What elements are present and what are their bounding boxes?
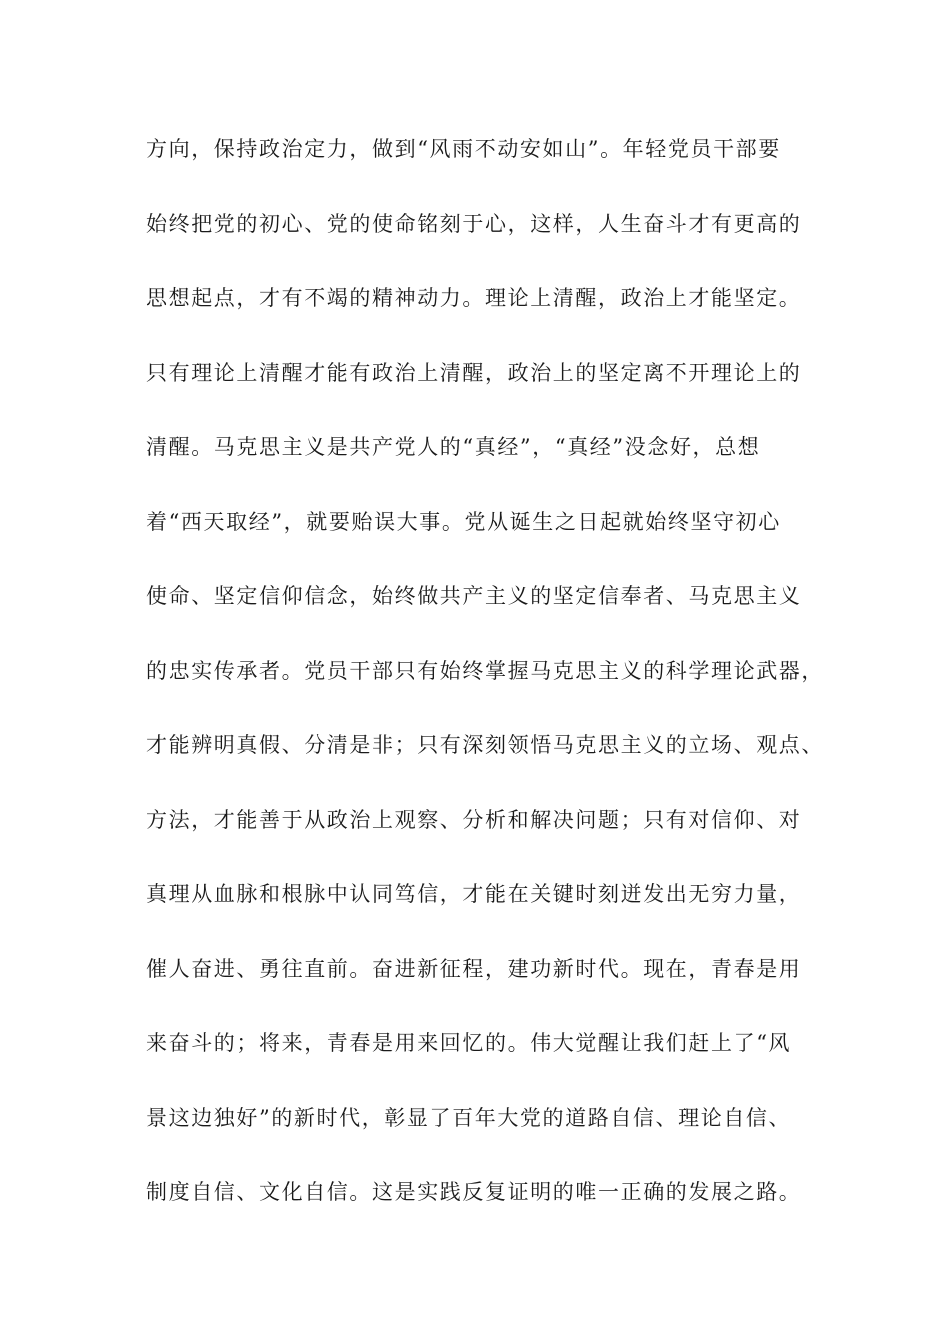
text-line: 只有理论上清醒才能有政治上清醒，政治上的坚定离不开理论上的 — [146, 360, 802, 385]
text-line: 的忠实传承者。党员干部只有始终掌握马克思主义的科学理论武器， — [146, 658, 824, 683]
text-line: 来奋斗的；将来，青春是用来回忆的。伟大觉醒让我们赶上了“风 — [146, 1031, 792, 1055]
text-line: 才能辨明真假、分清是非；只有深刻领悟马克思主义的立场、观点、 — [146, 733, 824, 757]
text-line: 思想起点，才有不竭的精神动力。理论上清醒，政治上才能坚定。 — [146, 286, 802, 310]
text-line: 制度自信、文化自信。这是实践反复证明的唯一正确的发展之路。 — [146, 1180, 802, 1204]
text-line: 清醒。马克思主义是共产党人的“真经”，“真经”没念好，总想 — [146, 435, 761, 459]
text-line: 方法，才能善于从政治上观察、分析和解决问题；只有对信仰、对 — [146, 807, 802, 832]
text-line: 真理从血脉和根脉中认同笃信，才能在关键时刻迸发出无穷力量， — [146, 882, 802, 906]
text-line: 催人奋进、勇往直前。奋进新征程，建功新时代。现在，青春是用 — [146, 956, 802, 981]
text-line: 方向，保持政治定力，做到“风雨不动安如山”。年轻党员干部要 — [146, 137, 781, 161]
text-line: 景这边独好”的新时代，彰显了百年大党的道路自信、理论自信、 — [146, 1105, 792, 1130]
text-line: 着“西天取经”，就要贻误大事。党从诞生之日起就始终坚守初心 — [146, 509, 781, 534]
body-text — [146, 131, 826, 1249]
text-line: 使命、坚定信仰信念，始终做共产主义的坚定信奉者、马克思主义 — [146, 584, 802, 608]
text-line: 始终把党的初心、党的使命铭刻于心，这样，人生奋斗才有更高的 — [146, 211, 802, 236]
